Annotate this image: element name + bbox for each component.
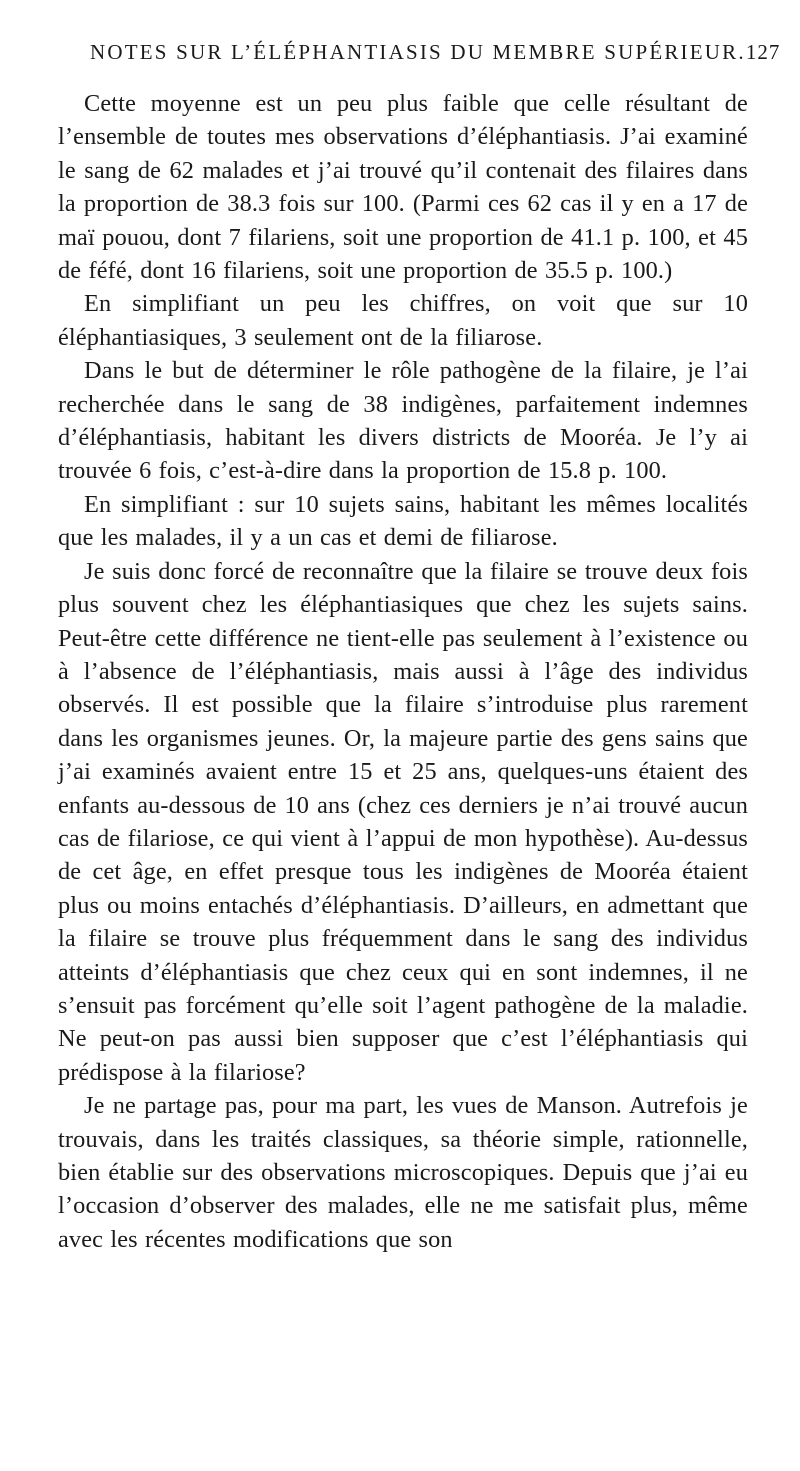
paragraph: Cette moyenne est un peu plus faible que celle résultant de l’ensemble de toutes mes observations d’éléphantiasis. J’ai examiné le sang de 62 malades et j’ai trouvé qu’il contenait des filaires dans la proportion de 38.3 fois sur 100. (Parmi ces 62 cas il y en a 17 de maï pouou, dont 7 filariens, soit une proportion de 41.1 p. 100, et 45 de féfé, dont 16 filariens, soit une proportion de 35.5 p. 100.) — [58, 90, 748, 285]
book-page — [58, 40, 781, 1256]
page-number: 127 — [745, 40, 781, 64]
paragraph: Dans le but de déterminer le rôle pathogène de la filaire, je l’ai recherchée dans le sang de 38 indigènes, parfaitement indemnes d’éléphantiasis, habitant les divers districts de Mooréa. Je l’y ai trouvée 6 fois, c’est-à-dire dans la proportion de 15.8 p. 100. — [58, 357, 748, 485]
paragraph: En simplifiant un peu les chiffres, on voit que sur 10 éléphantiasiques, 3 seulement ont de la filiarose. — [58, 290, 748, 351]
paragraph: En simplifiant : sur 10 sujets sains, habitant les mêmes localités que les malades, il y a un cas et demi de filiarose. — [58, 490, 748, 552]
running-head — [90, 40, 781, 65]
running-title: NOTES SUR L’ÉLÉPHANTIASIS DU MEMBRE SUPÉRIEUR. — [90, 40, 746, 64]
paragraph: Je suis donc forcé de reconnaître que la filaire se trouve deux fois plus souvent chez les éléphantiasiques que chez les sujets sains. Peut-être cette différence ne tient-elle pas seulement à l’existence ou à l’absence de l’éléphantiasis, mais aussi à l’âge des individus observés. Il est possible que la filaire s’introduise plus rarement dans les organismes jeunes. Or, la majeure partie des gens sains que j’ai examinés avaient entre 15 et 25 ans, quelques-uns étaient des enfants au-dessous de 10 ans (chez ces derniers je n’ai trouvé aucun cas de filariose, ce qui vient à l’appui de mon hypothèse). Au-dessus de cet âge, en effet presque tous les indigènes de Mooréa étaient plus ou moins entachés d’éléphantiasis. D’ailleurs, en admettant que la filaire se trouve plus fréquemment dans le sang des individus atteints d’éléphantiasis que chez ceux qui en sont indemnes, il ne s’ensuit pas forcément qu’elle soit l’agent pathogène de la maladie. Ne peut-on pas aussi bien supposer que c’est l’éléphantiasis qui prédispose à la filariose? — [58, 557, 748, 1086]
body-text — [58, 87, 748, 1256]
paragraph: Je ne partage pas, pour ma part, les vues de Manson. Autrefois je trouvais, dans les traités classiques, sa théorie simple, rationnelle, bien établie sur des observations microscopiques. Depuis que j’ai eu l’occasion d’observer des malades, elle ne me satisfait plus, même avec les récentes modifications que son — [58, 1092, 748, 1253]
